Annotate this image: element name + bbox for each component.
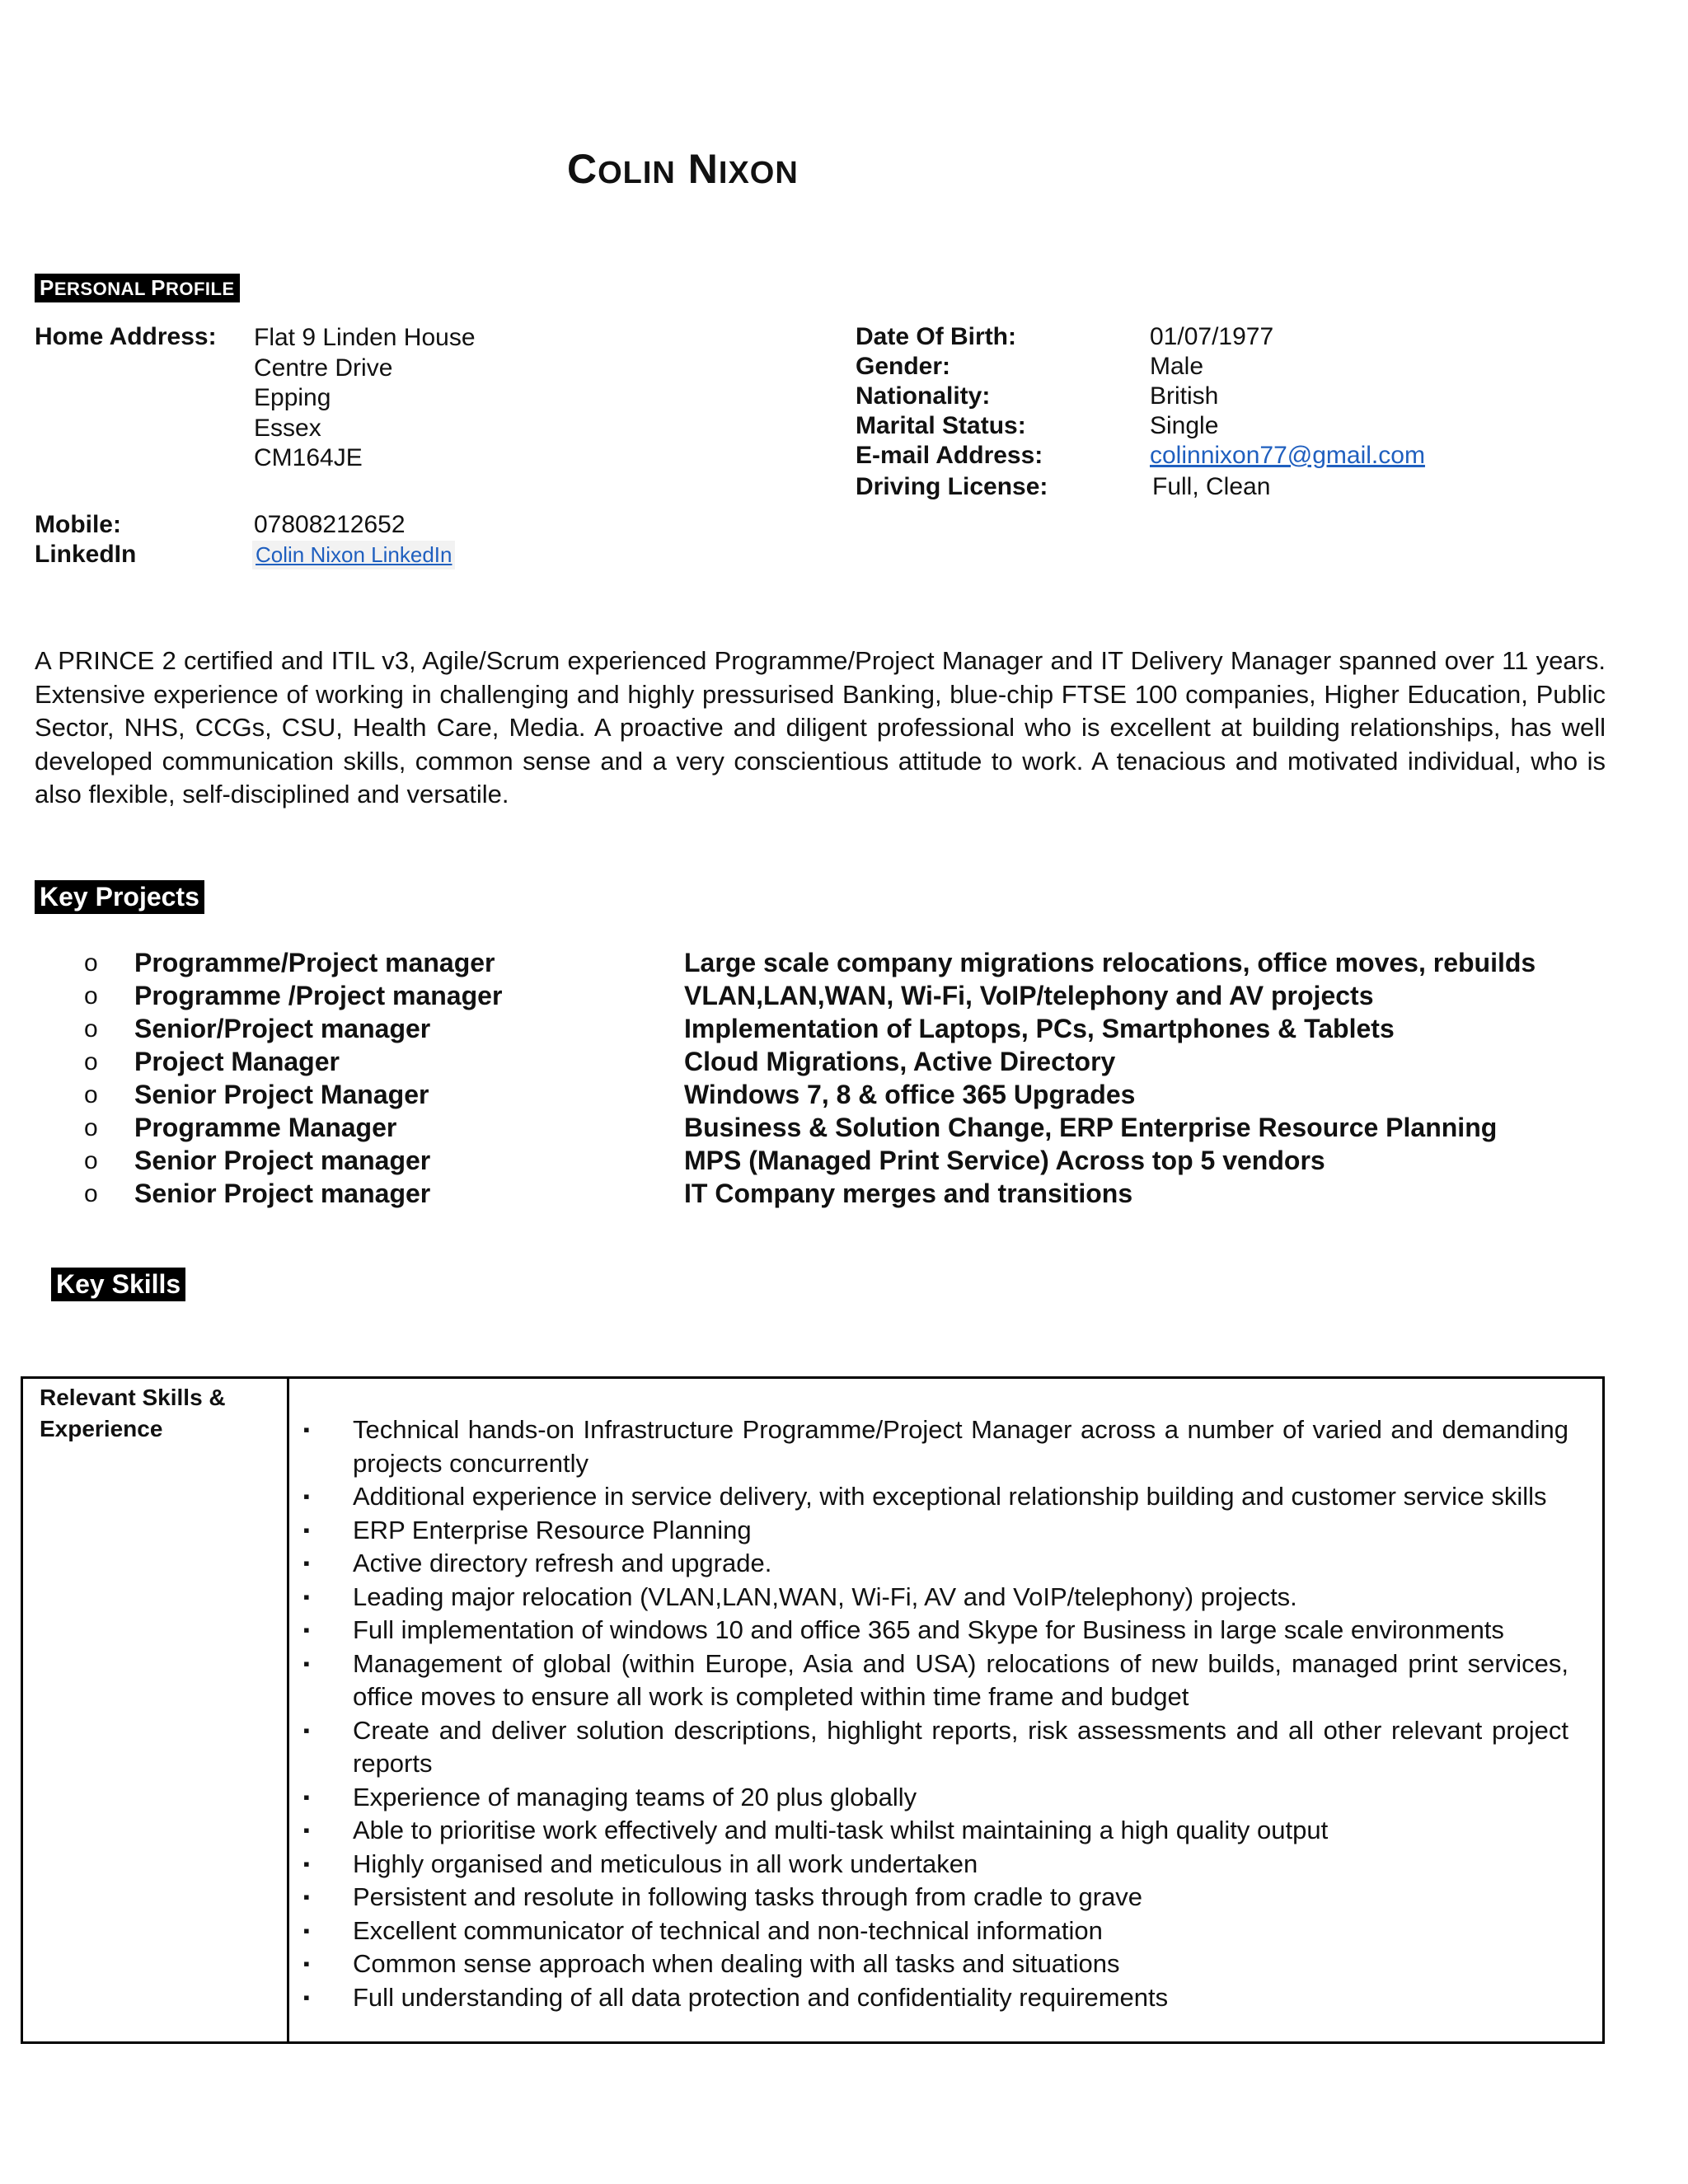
- project-role: Senior/Project manager: [134, 1014, 431, 1043]
- project-item: [0, 1179, 1688, 1212]
- home-address-label: Home Address:: [35, 323, 217, 350]
- bullet-icon: o: [84, 949, 98, 977]
- email-label: E-mail Address:: [856, 442, 1043, 469]
- project-description: Implementation of Laptops, PCs, Smartphones & Tablets: [684, 1014, 1395, 1043]
- list-item: ▪ Experience of managing teams of 20 plus globally: [353, 1781, 1568, 1815]
- project-description: Cloud Migrations, Active Directory: [684, 1047, 1116, 1076]
- email-link[interactable]: colinnixon77@gmail.com: [1150, 442, 1425, 469]
- key-projects-header: Key Projects: [35, 880, 204, 914]
- linkedin-label: LinkedIn: [35, 541, 137, 568]
- mobile-value: 07808212652: [254, 511, 406, 538]
- list-item: ▪ ERP Enterprise Resource Planning: [353, 1514, 1568, 1548]
- project-role: Project Manager: [134, 1047, 340, 1076]
- linkedin-link[interactable]: Colin Nixon LinkedIn: [252, 541, 455, 569]
- list-item: ▪ Able to prioritise work effectively and multi-task whilst maintaining a high quality output: [353, 1814, 1568, 1848]
- driving-license-value: Full, Clean: [1152, 473, 1271, 500]
- address-line: Epping: [254, 384, 331, 411]
- nationality-label: Nationality:: [856, 382, 991, 410]
- bullet-icon: o: [84, 1015, 98, 1043]
- bullet-icon: o: [84, 1180, 98, 1207]
- project-item: [0, 981, 1688, 1014]
- skills-table: [21, 1376, 1605, 2044]
- list-item: ▪ Common sense approach when dealing with all tasks and situations: [353, 1947, 1568, 1981]
- list-item: ▪ Technical hands-on Infrastructure Programme/Project Manager across a number of varied and demanding projects concurrently: [353, 1413, 1568, 1480]
- list-item: ▪ Excellent communicator of technical and non-technical information: [353, 1915, 1568, 1948]
- project-description: Large scale company migrations relocations, office moves, rebuilds: [684, 948, 1536, 977]
- profile-summary: A PRINCE 2 certified and ITIL v3, Agile/Scrum experienced Programme/Project Manager and IT Delivery Manager spanned over 11 years. Extensive experience of working in challenging and highly pressurised Banking, blue-chip FTSE 100 companies, Higher Education, Public Sector, NHS, CCGs, CSU, Health Care, Media. A proactive and diligent professional who is excellent at building relationships, has well developed communication skills, common sense and a very conscientious attitude to work. A tenacious and motivated individual, who is also flexible, self-disciplined and versatile.: [35, 646, 1606, 808]
- skills-table-label: Relevant Skills & Experience: [40, 1385, 226, 1441]
- skills-list: [353, 1413, 1568, 2014]
- project-description: Windows 7, 8 & office 365 Upgrades: [684, 1080, 1136, 1109]
- project-role: Senior Project manager: [134, 1179, 431, 1208]
- home-address: [254, 323, 476, 474]
- driving-license-label: Driving License:: [856, 473, 1048, 500]
- gender-label: Gender:: [856, 353, 951, 380]
- list-item: ▪ Active directory refresh and upgrade.: [353, 1547, 1568, 1581]
- project-role: Programme/Project manager: [134, 948, 495, 977]
- list-item: ▪ Persistent and resolute in following tasks through from cradle to grave: [353, 1881, 1568, 1915]
- list-item: ▪ Full implementation of windows 10 and office 365 and Skype for Business in large scale environments: [353, 1614, 1568, 1647]
- dob-value: 01/07/1977: [1150, 323, 1274, 350]
- project-role: Senior Project manager: [134, 1146, 431, 1175]
- project-role: Senior Project Manager: [134, 1080, 429, 1109]
- project-item: [0, 1146, 1688, 1179]
- nationality-value: British: [1150, 382, 1219, 410]
- dob-label: Date Of Birth:: [856, 323, 1016, 350]
- personal-profile-header: PERSONAL PROFILE: [35, 274, 240, 302]
- project-item: [0, 1047, 1688, 1080]
- project-description: IT Company merges and transitions: [684, 1179, 1133, 1208]
- address-line: Centre Drive: [254, 354, 393, 382]
- list-item: ▪ Create and deliver solution descriptions, highlight reports, risk assessments and all other relevant project reports: [353, 1714, 1568, 1781]
- marital-status-label: Marital Status:: [856, 412, 1026, 439]
- bullet-icon: o: [84, 1147, 98, 1174]
- bullet-icon: o: [84, 1048, 98, 1076]
- list-item: ▪ Additional experience in service delivery, with exceptional relationship building and customer service skills: [353, 1480, 1568, 1514]
- bullet-icon: o: [84, 1114, 98, 1141]
- page-title: COLIN NIXON: [567, 146, 799, 192]
- address-line: Flat 9 Linden House: [254, 324, 476, 351]
- bullet-icon: o: [84, 982, 98, 1010]
- project-item: [0, 1080, 1688, 1113]
- address-line: CM164JE: [254, 444, 363, 471]
- marital-status-value: Single: [1150, 412, 1219, 439]
- project-item: [0, 1014, 1688, 1047]
- gender-value: Male: [1150, 353, 1204, 380]
- key-skills-header: Key Skills: [51, 1268, 185, 1301]
- project-description: VLAN,LAN,WAN, Wi-Fi, VoIP/telephony and AV projects: [684, 981, 1374, 1010]
- list-item: ▪ Management of global (within Europe, Asia and USA) relocations of new builds, managed print services, office moves to ensure all work is completed within time frame and budget: [353, 1647, 1568, 1714]
- list-item: ▪ Full understanding of all data protection and confidentiality requirements: [353, 1981, 1568, 2015]
- project-role: Programme Manager: [134, 1113, 397, 1142]
- project-item: [0, 948, 1688, 981]
- list-item: ▪ Highly organised and meticulous in all work undertaken: [353, 1848, 1568, 1882]
- list-item: ▪ Leading major relocation (VLAN,LAN,WAN, Wi-Fi, AV and VoIP/telephony) projects.: [353, 1581, 1568, 1615]
- address-line: Essex: [254, 414, 321, 442]
- table-divider: [287, 1379, 289, 2041]
- project-item: [0, 1113, 1688, 1146]
- bullet-icon: o: [84, 1081, 98, 1108]
- mobile-label: Mobile:: [35, 511, 121, 538]
- project-description: MPS (Managed Print Service) Across top 5 vendors: [684, 1146, 1325, 1175]
- project-description: Business & Solution Change, ERP Enterprise Resource Planning: [684, 1113, 1498, 1142]
- project-role: Programme /Project manager: [134, 981, 503, 1010]
